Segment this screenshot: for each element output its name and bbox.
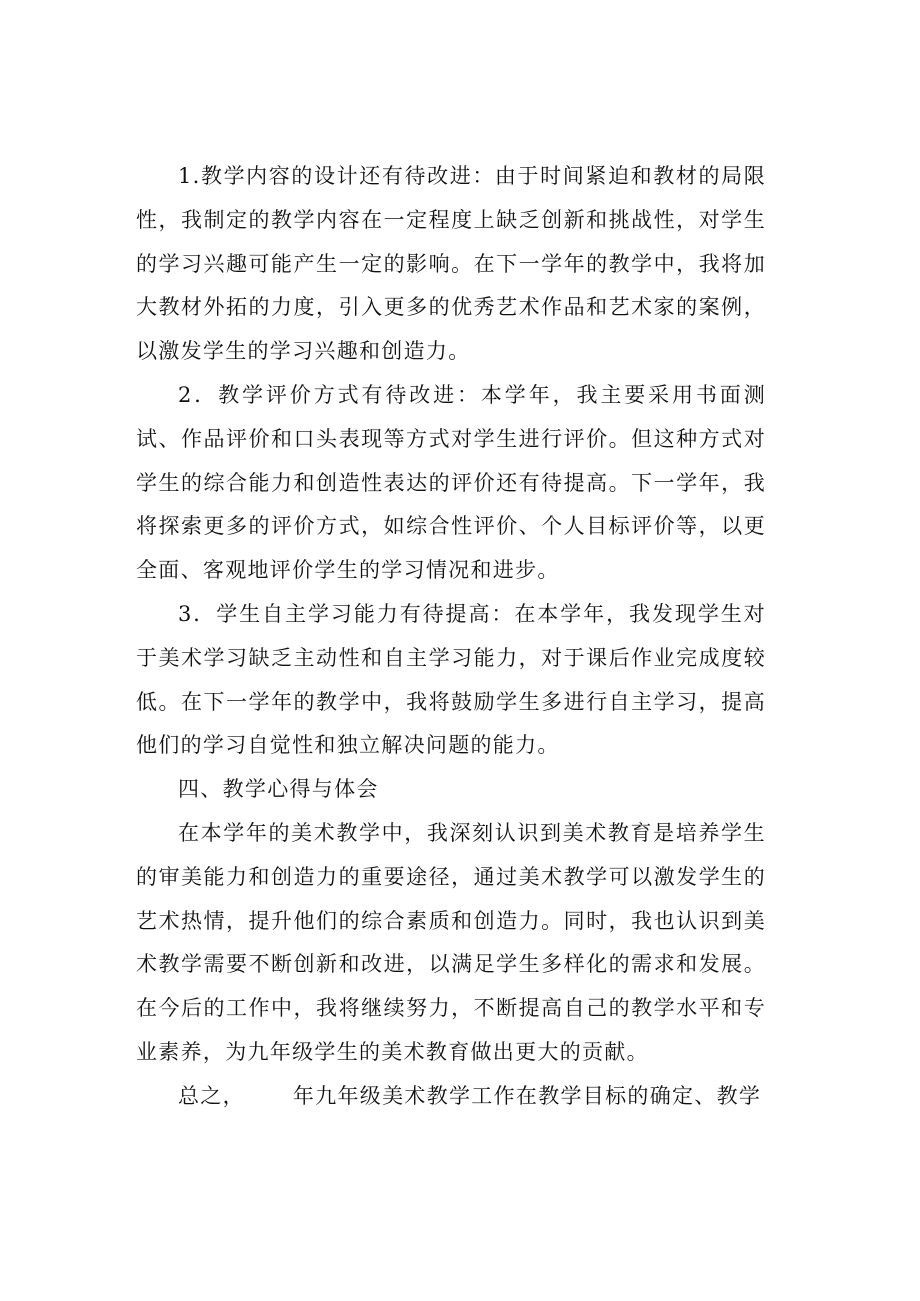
paragraph-reflection: 在本学年的美术教学中，我深刻认识到美术教育是培养学生的审美能力和创造力的重要途径，通过美术教学可以激发学生的艺术热情，提升他们的综合素质和创造力。同时，我也认识到美术教学需要不断创新和改进，以满足学生多样化的需求和发展。在今后的工作中，我将继续努力，不断提高自己的教学水平和专业素养，为九年级学生的美术教育做出更大的贡献。 — [136, 820, 766, 1064]
paragraph-self-learning: 3．学生自主学习能力有待提高：在本学年，我发现学生对于美术学习缺乏主动性和自主学习能力，对于课后作业完成度较低。在下一学年的教学中，我将鼓励学生多进行自主学习，提高他们的学习自觉性和独立解决问题的能力。 — [136, 601, 766, 758]
paragraph-teaching-content: 1.教学内容的设计还有待改进：由于时间紧迫和教材的局限性，我制定的教学内容在一定程度上缺乏创新和挑战性，对学生的学习兴趣可能产生一定的影响。在下一学年的教学中，我将加大教材外拓的力度，引入更多的优秀艺术作品和艺术家的案例，以激发学生的学习兴趣和创造力。 — [136, 164, 766, 364]
summary-rest: 年九年级美术教学工作在教学目标的确定、教学 — [292, 1083, 762, 1108]
paragraph-evaluation-method: 2．教学评价方式有待改进：本学年，我主要采用书面测试、作品评价和口头表现等方式对学生进行评价。但这种方式对学生的综合能力和创造性表达的评价还有待提高。下一学年，我将探索更多的评价方式，如综合性评价、个人目标评价等，以更全面、客观地评价学生的学习情况和进步。 — [136, 382, 766, 583]
paragraph-summary — [136, 1075, 766, 1119]
document-body — [136, 155, 766, 1119]
section-heading: 四、教学心得与体会 — [178, 777, 379, 802]
summary-start: 总之， — [178, 1083, 245, 1108]
